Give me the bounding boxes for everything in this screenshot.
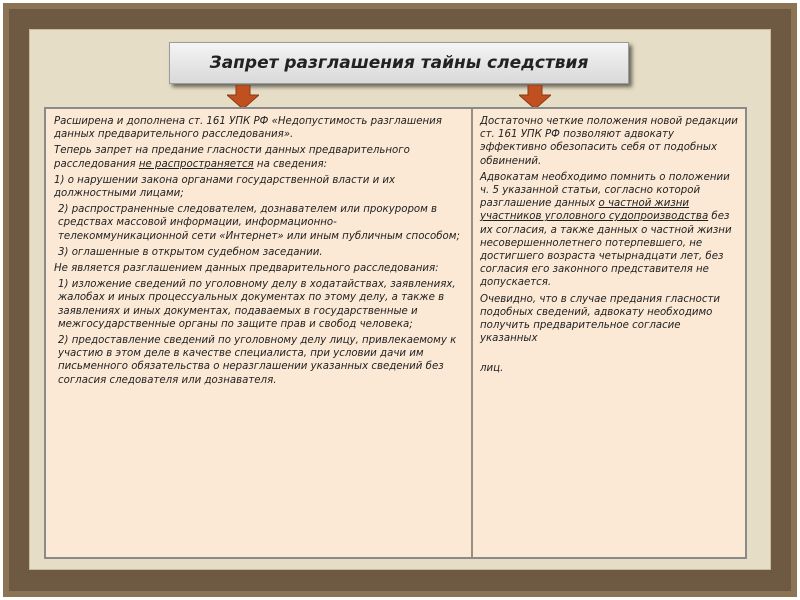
left-paragraph-1: Расширена и дополнена ст. 161 УПК РФ «Недопустимость разглашения данных предварительного расследования».	[54, 116, 442, 141]
right-paragraph-2-tail: без их согласия, а также данных о частной жизни несовершеннолетнего потерпевшего, не достигшего возраста четырнадцати лет, без согласия его законного представителя не допускается.	[480, 211, 732, 289]
left-paragraph-2-underlined: не распространяется	[138, 158, 254, 170]
left-paragraph-2	[54, 144, 463, 170]
left-paragraph-2-tail: на сведения:	[253, 158, 328, 170]
left-arrow-down-icon	[227, 85, 259, 109]
left-paragraph-5: 3) оглашенные в открытом судебном заседании.	[58, 246, 323, 258]
right-paragraph-2-underlined: о частной жизни участников уголовного судопроизводства	[480, 198, 709, 223]
left-paragraph-3: 1) о нарушении закона органами государственной власти и их должностными лицами;	[54, 174, 396, 200]
left-paragraph-7: 1) изложение сведений по уголовному делу в ходатайствах, заявлениях, жалобах и иных процессуальных документах по этому делу, а также в заявлениях и иных документах, подаваемых в государственные и межгосударственные органы по защите прав и свобод человека;	[58, 279, 456, 330]
left-paragraph-2-text: Теперь запрет на предание гласности данных предварительного расследования	[54, 145, 410, 170]
slide-frame	[3, 3, 797, 597]
right-paragraph-2-text: Адвокатам необходимо помнить о положении ч. 5 указанной статьи, согласно которой разглашение данных	[480, 171, 730, 210]
right-paragraph-1: Достаточно четкие положения новой редакции ст. 161 УПК РФ позволяют адвокату эффективно обезопасить себя от подобных обвинений.	[480, 116, 738, 167]
left-paragraph-6: Не является разглашением данных предварительного расследования:	[54, 263, 439, 275]
right-paragraph-2	[480, 171, 739, 290]
title-box	[169, 42, 629, 84]
page-title: Запрет разглашения тайны следствия	[209, 53, 589, 73]
right-paragraph-3: Очевидно, что в случае предания гласности подобных сведений, адвокату необходимо получить предварительное согласие указанных	[480, 293, 721, 345]
right-column	[473, 109, 745, 557]
content-table	[44, 107, 747, 559]
slide	[29, 29, 771, 570]
left-column	[46, 109, 473, 557]
right-paragraph-4: лиц.	[480, 363, 504, 375]
left-paragraph-8: 2) предоставление сведений по уголовному делу лицу, привлекаемому к участию в этом деле в качестве специалиста, при условии дачи им письменного обязательства о неразглашении указанных сведений без согласия следователя или дознавателя.	[58, 335, 457, 386]
left-paragraph-4: 2) распространенные следователем, дознавателем или прокурором в средствах массовой информации, информационно- телекоммуникационной сети «Интернет» или иным публичным способом;	[58, 204, 460, 242]
right-arrow-down-icon	[519, 85, 551, 109]
